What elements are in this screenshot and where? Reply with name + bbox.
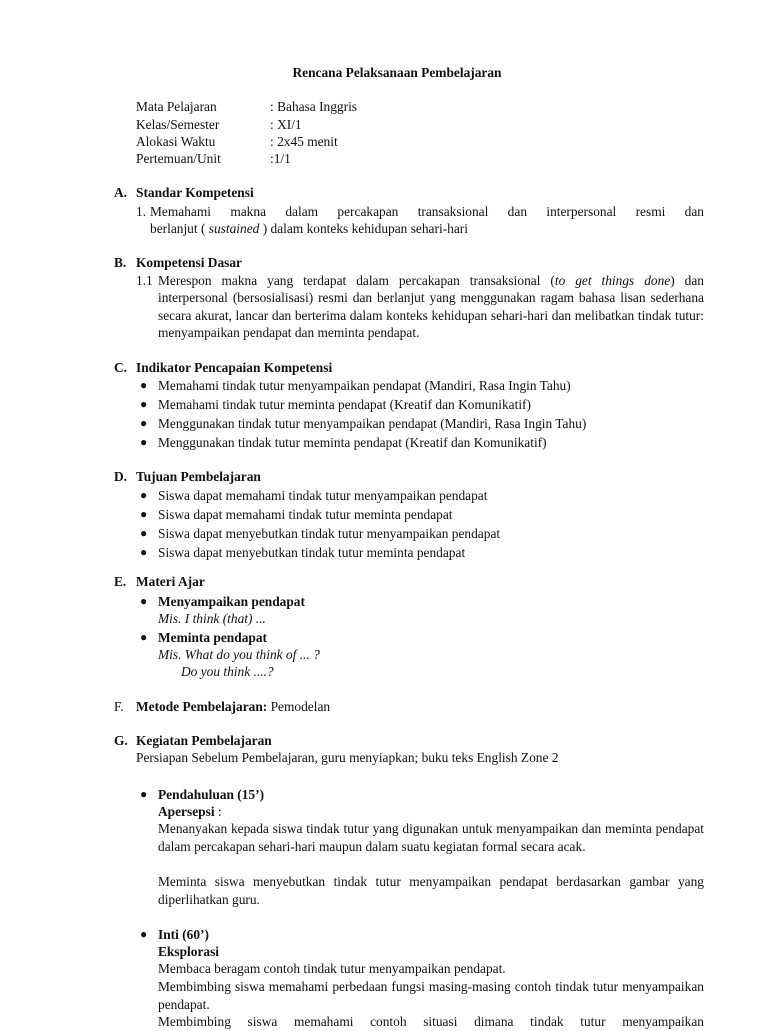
section-d-item: Siswa dapat menyebutkan tindak tutur menyampaikan pendapat (158, 526, 501, 541)
pendahuluan-paragraph-2: Meminta siswa menyebutkan tindak tutur menyampaikan pendapat berdasarkan gambar yang diperlihatkan guru. (158, 874, 704, 907)
info-key-time: Alokasi Waktu (136, 134, 216, 149)
bullet-icon: ● (140, 416, 148, 430)
section-a-line1: Memahami makna dalam percakapan transaksional dan interpersonal resmi dan (150, 204, 704, 219)
document-title: Rencana Pelaksanaan Pembelajaran (292, 65, 502, 80)
bullet-icon: ● (140, 630, 148, 644)
bullet-icon: ● (140, 435, 148, 449)
section-f-line: Metode Pembelajaran: Pemodelan (136, 699, 331, 714)
section-c-title: Indikator Pencapaian Kompetensi (136, 360, 333, 375)
section-c-item: Menggunakan tindak tutur menyampaikan pendapat (Mandiri, Rasa Ingin Tahu) (158, 416, 587, 431)
inti-paragraph-1: Membaca beragam contoh tindak tutur menyampaikan pendapat. (158, 961, 506, 976)
section-g-intro: Persiapan Sebelum Pembelajaran, guru menyiapkan; buku teks English Zone 2 (136, 750, 559, 765)
section-e-item-2: Meminta pendapat (158, 630, 267, 645)
section-e-example-2b: Do you think ....? (181, 664, 274, 679)
bullet-icon: ● (140, 545, 148, 559)
info-value-class: : XI/1 (270, 117, 302, 132)
section-c-letter: C. (114, 360, 128, 375)
section-e-example-2a: Mis. What do you think of ... ? (158, 647, 320, 662)
section-d-item: Siswa dapat menyebutkan tindak tutur meminta pendapat (158, 545, 466, 560)
bullet-icon: ● (140, 378, 148, 392)
section-b-letter: B. (114, 255, 127, 270)
section-f-letter: F. (114, 699, 124, 714)
inti-heading: Inti (60’) (158, 927, 209, 942)
section-e-letter: E. (114, 574, 127, 589)
info-value-time: : 2x45 menit (270, 134, 338, 149)
bullet-icon: ● (140, 594, 148, 608)
bullet-icon: ● (140, 488, 148, 502)
bullet-icon: ● (140, 526, 148, 540)
section-e-title: Materi Ajar (136, 574, 205, 589)
section-b-body: interpersonal (bersosialisasi) resmi dan berlanjut yang menggunakan ragam bahasa lisan sederhana secara akurat, lancar dan berterima dalam konteks kehidupan sehari-hari dan melibatkan tindak tutur: menyampaikan pendapat dan meminta pendapat. (158, 290, 704, 340)
pendahuluan-paragraph-1: Menanyakan kepada siswa tindak tutur yang digunakan untuk menyampaikan dan meminta pendapat dalam percakapan sehari-hari maupun dalam suatu kegiatan formal secara acak. (158, 821, 704, 854)
inti-paragraph-3: Membimbing siswa memahami contoh situasi dimana tindak tutur menyampaikan (158, 1014, 704, 1029)
section-a-number: 1. (136, 204, 147, 219)
bullet-icon: ● (140, 397, 148, 411)
section-a-letter: A. (114, 185, 128, 200)
section-d-title: Tujuan Pembelajaran (136, 469, 261, 484)
eksplorasi-heading: Eksplorasi (158, 944, 220, 959)
bullet-icon: ● (140, 927, 148, 941)
inti-paragraph-2: Membimbing siswa memahami perbedaan fungsi masing-masing contoh tindak tutur menyampaikan pendapat. (158, 979, 704, 1012)
section-b-number: 1.1 (136, 273, 153, 288)
section-g-title: Kegiatan Pembelajaran (136, 733, 272, 748)
section-d-letter: D. (114, 469, 128, 484)
section-d-item: Siswa dapat memahami tindak tutur menyampaikan pendapat (158, 488, 488, 503)
section-c-item: Menggunakan tindak tutur meminta pendapat (Kreatif dan Komunikatif) (158, 435, 547, 450)
info-value-meeting: :1/1 (270, 151, 291, 166)
section-e-example-1: Mis. I think (that) ... (158, 611, 266, 626)
section-c-item: Memahami tindak tutur menyampaikan pendapat (Mandiri, Rasa Ingin Tahu) (158, 378, 571, 393)
bullet-icon: ● (140, 787, 148, 801)
apersepsi-heading: Apersepsi : (158, 804, 222, 819)
section-b-title: Kompetensi Dasar (136, 255, 243, 270)
info-key-class: Kelas/Semester (136, 117, 220, 132)
section-c-item: Memahami tindak tutur meminta pendapat (Kreatif dan Komunikatif) (158, 397, 531, 412)
pendahuluan-heading: Pendahuluan (15’) (158, 787, 265, 802)
section-g-letter: G. (114, 733, 128, 748)
section-a-title: Standar Kompetensi (136, 185, 254, 200)
section-d-item: Siswa dapat memahami tindak tutur meminta pendapat (158, 507, 453, 522)
section-a-line2: berlanjut ( sustained ) dalam konteks kehidupan sehari-hari (150, 221, 468, 236)
section-b-line1: Merespon makna yang terdapat dalam percakapan transaksional (to get things done) dan (158, 273, 704, 288)
info-value-subject: : Bahasa Inggris (270, 99, 358, 114)
info-key-subject: Mata Pelajaran (136, 99, 217, 114)
section-e-item-1: Menyampaikan pendapat (158, 594, 305, 609)
bullet-icon: ● (140, 507, 148, 521)
info-key-meeting: Pertemuan/Unit (136, 151, 221, 166)
